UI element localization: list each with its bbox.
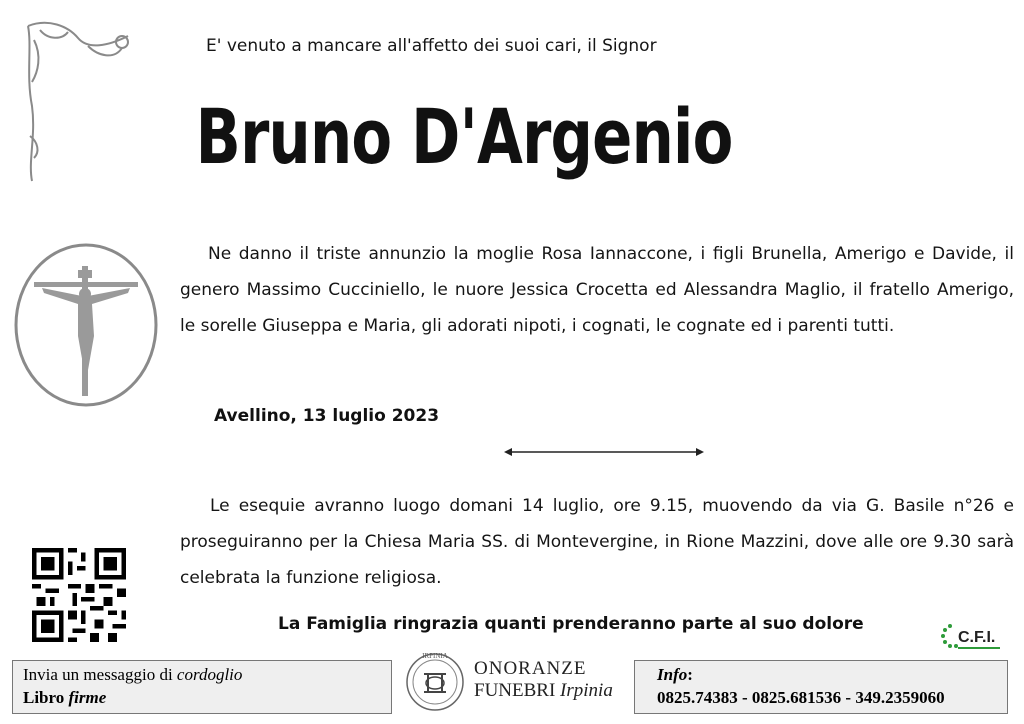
agency-logo-text: IRPINIA (422, 652, 448, 660)
agency-name-line1: ONORANZE (474, 658, 587, 679)
cfi-logo (940, 618, 1004, 658)
info-label: Info: (657, 665, 693, 684)
phone-numbers[interactable]: 0825.74383 - 0825.681536 - 349.2359060 (657, 688, 945, 707)
crucifix-icon (12, 240, 160, 414)
qr-code-icon[interactable] (32, 548, 126, 646)
place-date: Avellino, 13 luglio 2023 (214, 406, 440, 426)
double-arrow-divider-icon (502, 444, 706, 463)
funeral-paragraph: Le esequie avranno luogo domani 14 luglio, ore 9.15, muovendo da via G. Basile n°26 e proseguiranno per la Chiesa Maria SS. di Montevergine, in Rione Mazzini, dove alle ore 9.30 sarà celebrata la funzione religiosa. (180, 496, 1014, 588)
send-condolence-link[interactable]: Invia un messaggio di cordoglio (23, 665, 243, 684)
intro-text: E' venuto a mancare all'affetto dei suoi cari, il Signor (206, 36, 657, 56)
condolence-box[interactable] (12, 660, 392, 714)
thanks-message: La Famiglia ringrazia quanti prenderanno parte al suo dolore (278, 614, 864, 634)
cfi-logo-text: C.F.I. (958, 629, 996, 646)
agency-name-line2: FUNEBRI Irpinia (474, 680, 613, 701)
announcement-paragraph: Ne danno il triste annunzio la moglie Rosa Iannaccone, i figli Brunella, Amerigo e Davide, il genero Massimo Cucciniello, le nuore Jessica Crocetta ed Alessandra Maglio, il fratello Amerigo, le sorelle Giuseppa e Maria, gli adorati nipoti, i cognati, le cognate ed i parenti tutti. (180, 244, 1014, 336)
guestbook-link[interactable]: Libro firme (23, 688, 107, 707)
info-box (634, 660, 1008, 714)
deceased-name: Bruno D'Argenio (195, 92, 733, 181)
agency-logo (404, 648, 466, 718)
